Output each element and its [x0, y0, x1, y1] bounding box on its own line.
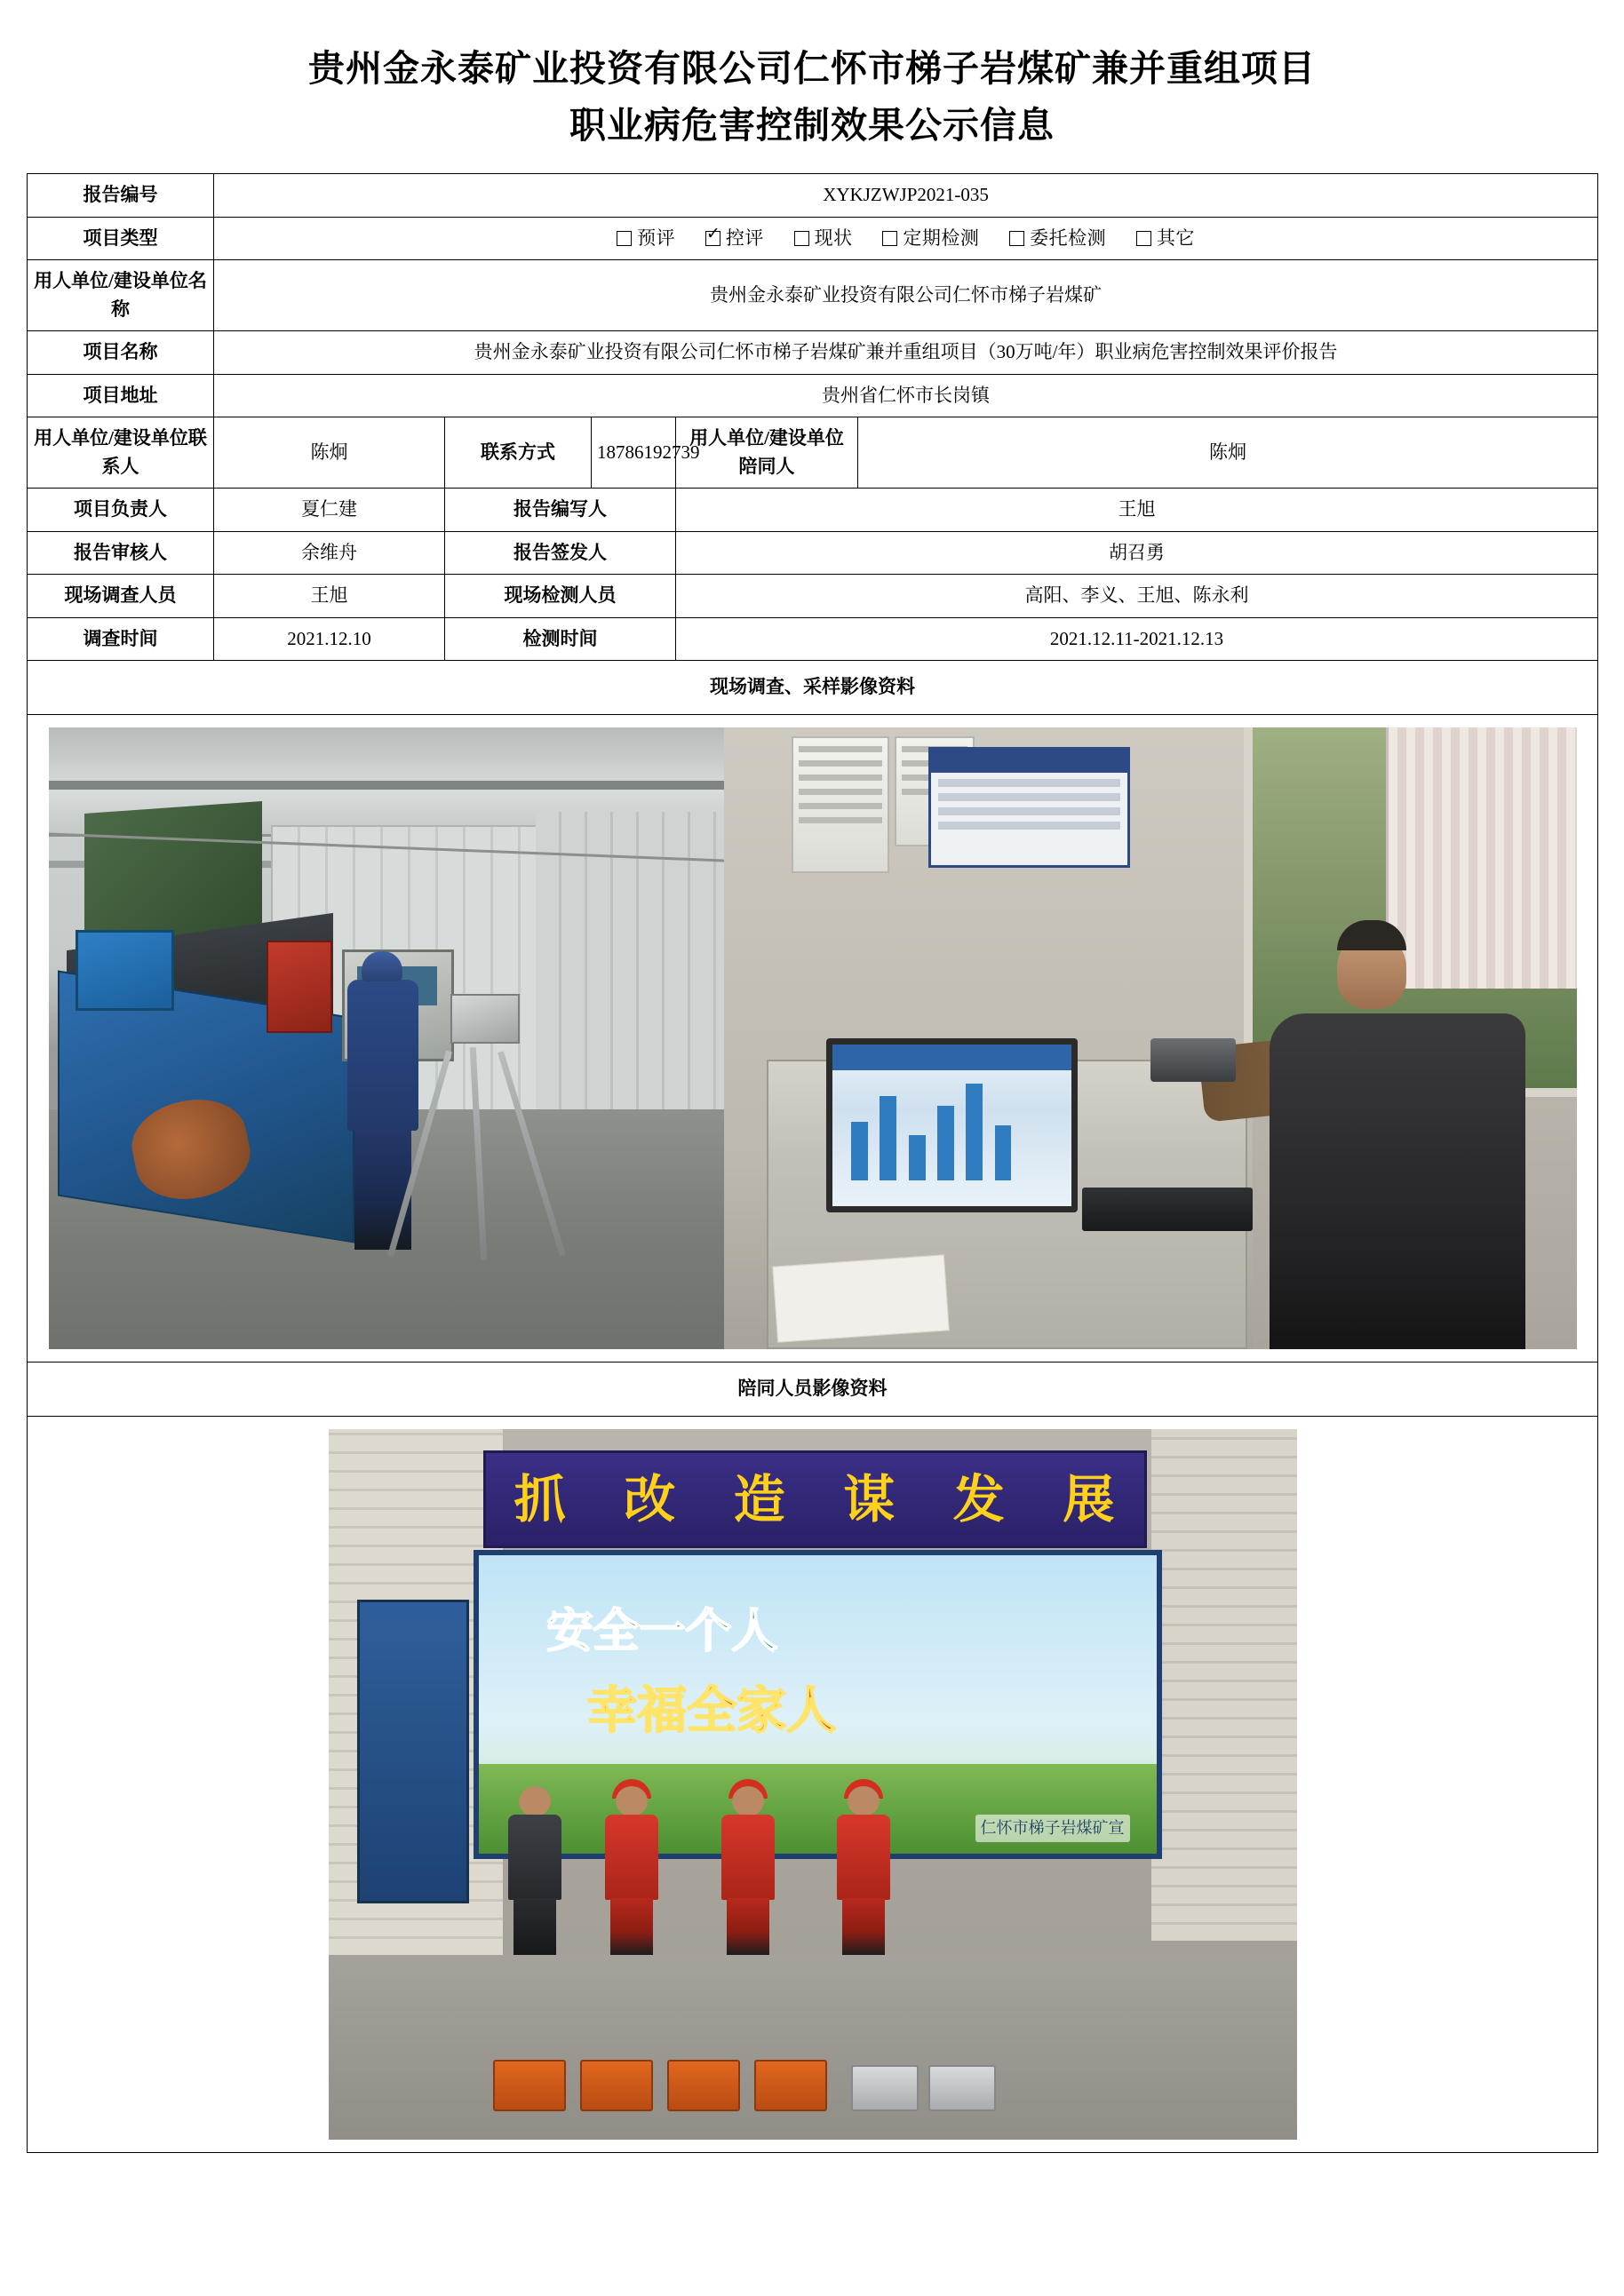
- option-label: 预评: [637, 226, 676, 249]
- option-label: 委托检测: [1030, 226, 1107, 249]
- title-line-2: 职业病危害控制效果公示信息: [569, 104, 1055, 146]
- project-type-label: 项目类型: [28, 217, 214, 260]
- option-other[interactable]: [1136, 225, 1195, 253]
- reviewer-value: 余维舟: [214, 531, 445, 575]
- test-time-label: 检测时间: [445, 617, 676, 661]
- table-row: [28, 531, 1598, 575]
- survey-photo-strip: [36, 727, 1588, 1349]
- equipment-case: [928, 2065, 996, 2111]
- equipment-case: [493, 2060, 566, 2111]
- option-commissioned-test[interactable]: [1009, 225, 1106, 253]
- person-worker: [600, 1786, 664, 1955]
- table-row: [28, 217, 1598, 260]
- table-row: [28, 1417, 1598, 2153]
- report-writer-value: 王旭: [676, 489, 1598, 532]
- survey-time-value: 2021.12.10: [214, 617, 445, 661]
- contact-label: 用人单位/建设单位联系人: [28, 417, 214, 489]
- phone-label: 联系方式: [445, 417, 592, 489]
- table-row: [28, 260, 1598, 331]
- photo-group-banner: [329, 1429, 1297, 2140]
- escort-value: 陈炯: [858, 417, 1598, 489]
- equipment-case: [580, 2060, 653, 2111]
- person-worker: [716, 1786, 780, 1955]
- banner-char: 造: [733, 1468, 787, 1529]
- banner-char: 抓: [513, 1468, 568, 1529]
- project-type-options: [214, 217, 1598, 260]
- banner-line-1: 安全一个人: [546, 1605, 778, 1659]
- banner-char: 谋: [843, 1468, 897, 1529]
- reviewer-label: 报告审核人: [28, 531, 214, 575]
- equipment-case: [754, 2060, 827, 2111]
- test-time-value: 2021.12.11-2021.12.13: [676, 617, 1598, 661]
- table-row: [28, 374, 1598, 417]
- sampling-tripod: [404, 994, 564, 1260]
- photo-monitoring-room: [724, 727, 1577, 1349]
- table-row: [28, 617, 1598, 661]
- project-leader-label: 项目负责人: [28, 489, 214, 532]
- banner-char: 改: [624, 1468, 678, 1529]
- table-row: [28, 1363, 1598, 1417]
- safety-banner: [474, 1550, 1162, 1859]
- info-table: [27, 173, 1598, 2153]
- option-control-assessment[interactable]: [705, 225, 764, 253]
- equipment-case: [851, 2065, 919, 2111]
- option-current-status[interactable]: [794, 225, 853, 253]
- checkbox-icon[interactable]: [617, 231, 632, 246]
- table-row: [28, 331, 1598, 375]
- checkbox-icon[interactable]: [1136, 231, 1151, 246]
- option-preassessment[interactable]: [617, 225, 675, 253]
- checkbox-icon[interactable]: [882, 231, 897, 246]
- photo-machine-room: [49, 727, 724, 1349]
- escort-photos-cell: [28, 1417, 1598, 2153]
- banner-char: 发: [952, 1468, 1007, 1529]
- checkbox-icon[interactable]: [794, 231, 809, 246]
- report-no-value: XYKJZWJP2021-035: [214, 174, 1598, 218]
- section-escort-photos-title: 陪同人员影像资料: [28, 1363, 1598, 1417]
- table-row: [28, 417, 1598, 489]
- table-row: [28, 489, 1598, 532]
- surveyors-value: 王旭: [214, 575, 445, 618]
- employer-name-value: 贵州金永泰矿业投资有限公司仁怀市梯子岩煤矿: [214, 260, 1598, 331]
- phone-value: 18786192739: [592, 417, 676, 489]
- banner-credit: 仁怀市梯子岩煤矿宣: [975, 1815, 1130, 1842]
- testers-value: 高阳、李义、王旭、陈永利: [676, 575, 1598, 618]
- project-leader-value: 夏仁建: [214, 489, 445, 532]
- page-title: [27, 41, 1597, 154]
- issuer-value: 胡召勇: [676, 531, 1598, 575]
- table-row: [28, 174, 1598, 218]
- person-escort: [503, 1786, 567, 1955]
- banner-line-2: 幸福全家人: [587, 1682, 837, 1741]
- employer-name-label: 用人单位/建设单位名称: [28, 260, 214, 331]
- issuer-label: 报告签发人: [445, 531, 676, 575]
- project-name-value: 贵州金永泰矿业投资有限公司仁怀市梯子岩煤矿兼并重组项目（30万吨/年）职业病危害控制效果评价报告: [214, 331, 1598, 375]
- report-no-label: 报告编号: [28, 174, 214, 218]
- section-survey-photos-title: 现场调查、采样影像资料: [28, 661, 1598, 715]
- title-line-1: 贵州金永泰矿业投资有限公司仁怀市梯子岩煤矿兼并重组项目: [308, 48, 1316, 89]
- banner-top-slogan: [483, 1450, 1147, 1548]
- testers-label: 现场检测人员: [445, 575, 676, 618]
- project-address-value: 贵州省仁怀市长岗镇: [214, 374, 1598, 417]
- banner-char: 展: [1063, 1468, 1117, 1529]
- contact-value: 陈炯: [214, 417, 445, 489]
- survey-photos-cell: [28, 715, 1598, 1363]
- option-periodic-test[interactable]: [882, 225, 979, 253]
- option-label: 其它: [1156, 226, 1195, 249]
- equipment-case: [667, 2060, 740, 2111]
- surveyors-label: 现场调查人员: [28, 575, 214, 618]
- report-writer-label: 报告编写人: [445, 489, 676, 532]
- option-label: 控评: [725, 226, 764, 249]
- table-row: [28, 715, 1598, 1363]
- project-address-label: 项目地址: [28, 374, 214, 417]
- checkbox-icon[interactable]: [1009, 231, 1024, 246]
- escort-label: 用人单位/建设单位陪同人: [676, 417, 858, 489]
- checkbox-checked-icon[interactable]: [705, 231, 720, 246]
- person-worker: [832, 1786, 896, 1955]
- survey-time-label: 调查时间: [28, 617, 214, 661]
- table-row: [28, 661, 1598, 715]
- project-name-label: 项目名称: [28, 331, 214, 375]
- option-label: 定期检测: [903, 226, 980, 249]
- table-row: [28, 575, 1598, 618]
- option-label: 现状: [814, 226, 853, 249]
